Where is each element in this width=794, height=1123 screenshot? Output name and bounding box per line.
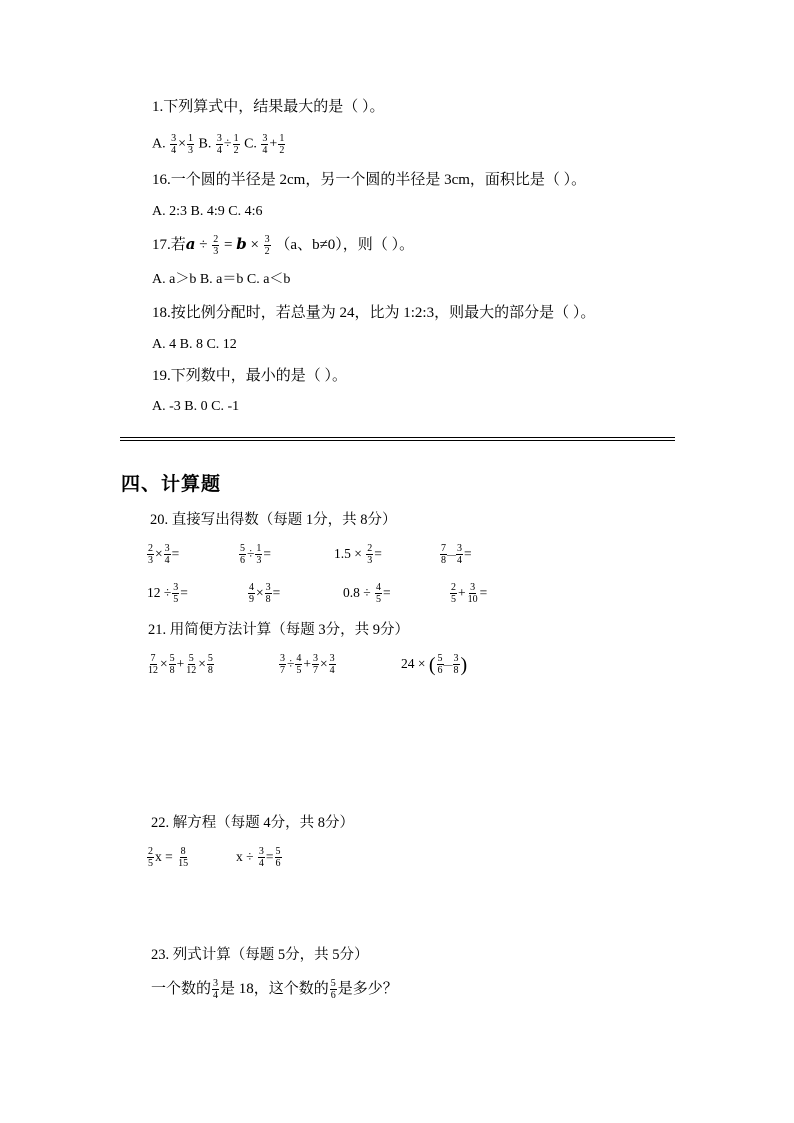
q20-expr-3: 1.5 × $\frac{2}{3}$ = xyxy=(334,543,382,567)
question-18-text: 18.按比例分配时，若总量为 24，比为 1:2:3，则最大的部分是（ ）。 xyxy=(152,305,596,321)
q20-expr-7: 0.8 ÷ $\frac{4}{5}$ = xyxy=(343,582,391,606)
question-19-options-text: A. -3 B. 0 C. -1 xyxy=(152,399,240,414)
q21-expr-1: $\frac{7}{12}$ × $\frac{5}{8}$ + $\frac{5}{12}$ × $\frac{5}{8}$ xyxy=(148,653,213,677)
var-b: b xyxy=(236,235,247,253)
question-17-options xyxy=(152,270,290,290)
fraction: $\frac{1}{2}$ xyxy=(279,133,285,156)
section-divider xyxy=(120,437,675,441)
q20-expr-2: $\frac{5}{6}$ ÷ $\frac{1}{3}$ = xyxy=(240,543,272,567)
question-1-options: A. $\frac{3}{4}$ × $\frac{1}{3}$ B. $\frac{3}{4}$ ÷ $\frac{1}{2}$ C. $\frac{3}{4}$ + $\frac{1}{2}$ xyxy=(152,133,285,156)
question-17-suffix: （a、b≠0），则（ ）。 xyxy=(275,237,415,253)
question-1-text: 1.下列算式中，结果最大的是（ ）。 xyxy=(152,99,385,115)
question-17: 17.若a ÷ $\frac{2}{3}$ = b × $\frac{3}{2}$ （a、b≠0），则（ ）。 xyxy=(152,234,415,258)
fraction: $\frac{2}{3}$ xyxy=(213,234,219,258)
option-a: A. xyxy=(152,136,166,152)
q20-expr-8: $\frac{2}{5}$ + $\frac{3}{10}$ = xyxy=(451,582,488,606)
question-19-options xyxy=(152,397,239,417)
q22-equation-1: $\frac{2}{5}$ x = $\frac{8}{15}$ xyxy=(148,846,189,870)
question-18 xyxy=(152,303,595,323)
q20-expr-6: $\frac{4}{9}$ × $\frac{3}{8}$ = xyxy=(249,582,281,606)
q20-expr-5: 12 ÷ $\frac{3}{5}$ = xyxy=(147,582,188,606)
question-23-text: 一个数的 $\frac{3}{4}$ 是 18，这个数的 $\frac{5}{6}$ 是多少？ xyxy=(151,978,398,1002)
question-23-title: 23. 列式计算（每题 5分，共 5分） xyxy=(151,947,369,963)
q20-expr-4: $\frac{7}{8}$ — $\frac{3}{4}$ = xyxy=(441,543,472,567)
question-17-options-text: A. a＞b B. a＝b C. a＜b xyxy=(152,272,291,287)
q21-expr-2: $\frac{3}{7}$ ÷ $\frac{4}{5}$ + $\frac{3}{7}$ × $\frac{3}{4}$ xyxy=(280,653,335,677)
question-1 xyxy=(152,97,385,117)
fraction: $\frac{3}{4}$ xyxy=(171,133,177,156)
question-16-options xyxy=(152,202,262,222)
question-16-options-text: A. 2:3 B. 4:9 C. 4:6 xyxy=(152,204,263,219)
q21-expr-3: 24 × ( $\frac{5}{6}$ — $\frac{3}{8}$ ) xyxy=(401,653,468,677)
var-a: a xyxy=(185,235,196,253)
fraction: $\frac{1}{3}$ xyxy=(188,133,194,156)
question-21-title: 21. 用简便方法计算（每题 3分，共 9分） xyxy=(148,622,409,638)
fraction: $\frac{3}{2}$ xyxy=(264,234,270,258)
question-18-options xyxy=(152,335,237,355)
question-19-text: 19.下列数中，最小的是（ ）。 xyxy=(152,368,348,384)
q22-equation-2: x ÷ $\frac{3}{4}$ = $\frac{5}{6}$ xyxy=(236,846,281,870)
option-c: C. xyxy=(244,136,257,152)
q20-expr-1: $\frac{2}{3}$ × $\frac{3}{4}$ = xyxy=(148,543,180,567)
question-17-prefix: 17.若 xyxy=(152,237,186,253)
section-title: 四、计算题 xyxy=(121,473,222,495)
question-16-text: 16.一个圆的半径是 2cm，另一个圆的半径是 3cm，面积比是（ ）。 xyxy=(152,172,587,188)
option-b: B. xyxy=(198,136,212,152)
fraction: $\frac{1}{2}$ xyxy=(233,133,239,156)
fraction: $\frac{3}{4}$ xyxy=(216,133,222,156)
fraction: $\frac{3}{4}$ xyxy=(262,133,268,156)
question-20-title: 20. 直接写出得数（每题 1分，共 8分） xyxy=(150,512,397,528)
question-18-options-text: A. 4 B. 8 C. 12 xyxy=(152,337,237,352)
question-16 xyxy=(152,170,586,190)
question-22-title: 22. 解方程（每题 4分，共 8分） xyxy=(151,815,354,831)
question-19 xyxy=(152,366,347,386)
